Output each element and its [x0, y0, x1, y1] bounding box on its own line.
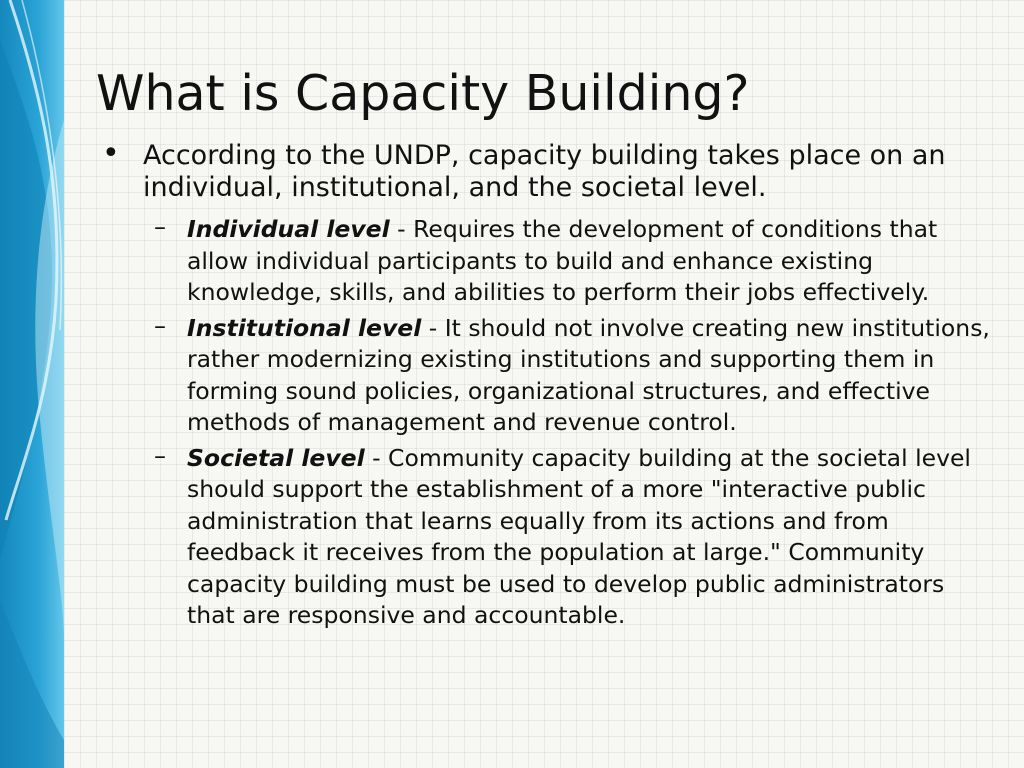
subpoint-heading: Individual level — [187, 215, 390, 243]
slide-title: What is Capacity Building? — [96, 65, 750, 122]
subpoint-individual — [98, 214, 998, 309]
main-bullet — [98, 136, 998, 204]
dash-marker: – — [154, 441, 166, 470]
subpoint-heading: Societal level — [187, 443, 365, 472]
subpoint-institutional — [98, 313, 998, 439]
subpoint-text: - Requires the development of conditions that allow individual participants to build and enhance existing knowledge, skills, and abilities to perform their jobs effectively. — [187, 215, 938, 306]
decorative-blue-band — [0, 0, 64, 768]
subpoint-societal — [98, 443, 998, 632]
bullet-marker: • — [102, 136, 120, 171]
subpoint-heading: Institutional level — [187, 313, 422, 342]
subpoint-text: - It should not involve creating new institutions, rather modernizing existing institutions and supporting them in forming sound policies, organizational structures, and effective methods of management and revenue control. — [187, 313, 990, 436]
subpoint-text: - Community capacity building at the societal level should support the establishment of a more "interactive public administration that learns equally from its actions and from feedback it receives from the population at large." Community capacity building must be used to develop public administrators that are responsive and accountable. — [187, 443, 971, 629]
slide-body — [98, 136, 998, 636]
main-bullet-text: According to the UNDP, capacity building takes place on an individual, institutional, and the societal level. — [143, 140, 946, 203]
dash-marker: – — [154, 311, 166, 340]
dash-marker: – — [154, 213, 166, 241]
subpoint-list — [98, 214, 998, 632]
wave-graphic — [0, 0, 64, 768]
